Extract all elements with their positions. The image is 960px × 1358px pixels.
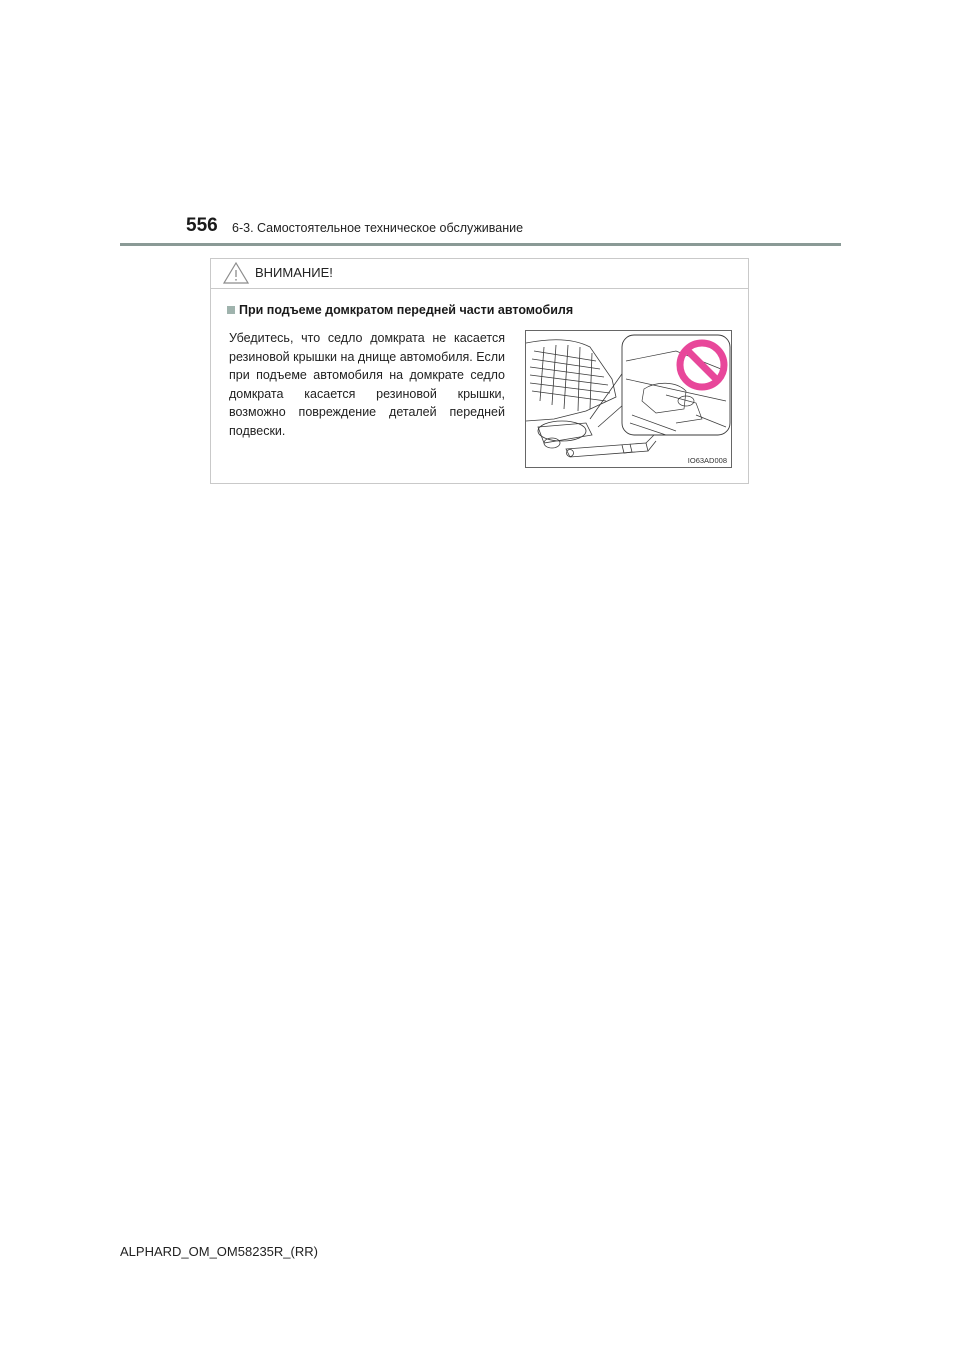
figure-code: IO63AD008 — [687, 456, 727, 465]
footer-document-code: ALPHARD_OM_OM58235R_(RR) — [120, 1244, 318, 1259]
warning-title: ВНИМАНИЕ! — [255, 265, 333, 280]
jack-illustration — [525, 330, 732, 468]
warning-header — [211, 259, 748, 289]
warning-triangle-icon — [223, 261, 249, 285]
warning-subheading — [227, 303, 573, 317]
page-number: 556 — [186, 215, 218, 236]
section-title: 6-3. Самостоятельное техническое обслуживание — [232, 221, 524, 235]
warning-subheading-text: При подъеме домкратом передней части автомобиля — [239, 303, 574, 317]
warning-body-text: Убедитесь, что седло домкрата не касается резиновой крышки на днище автомобиля. Если при подъеме автомобиля на домкрате седло домкрата касается резиновой крышки, возможно повреждение деталей передней подвески. — [229, 331, 505, 438]
warning-box — [210, 258, 749, 484]
header-rule — [120, 243, 841, 246]
square-bullet-icon — [227, 306, 235, 314]
